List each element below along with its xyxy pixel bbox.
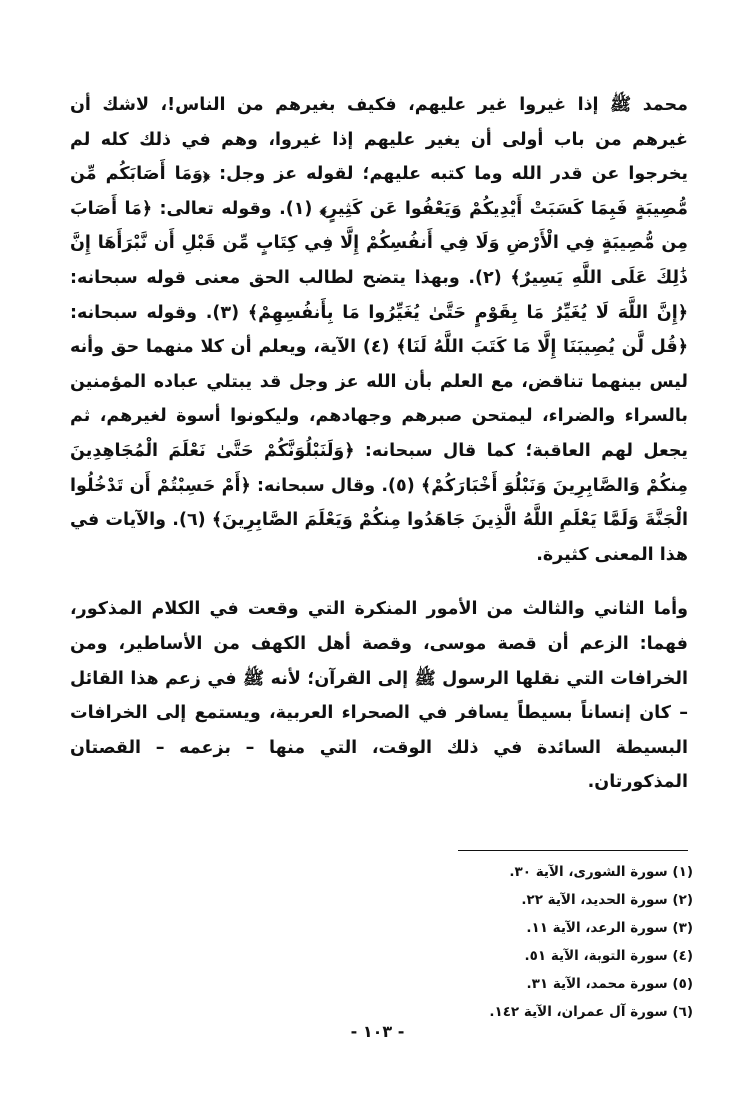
footnote-4: (٤) سورة التوبة، الآية ٥١.: [524, 948, 693, 964]
footnotes-list: [489, 858, 693, 1026]
footnote-separator: [458, 850, 688, 851]
footnote-5: (٥) سورة محمد، الآية ٣١.: [526, 976, 693, 992]
paragraph-2: وأما الثاني والثالث من الأمور المنكرة التي وقعت في الكلام المذكور، فهما: الزعم أن قصة موسى، وقصة أهل الكهف من الأساطير، ومن الخرافات التي نقلها الرسول ﷺ إلى القرآن؛ لأنه ﷺ في زعم هذا القائل – كان إنساناً بسيطاً يسافر في الصحراء العربية، ويستمع إلى الخرافات البسيطة السائدة في ذلك الوقت، التي منها – بزعمه – القصتان المذكورتان.: [70, 599, 688, 793]
footnote-3: (٣) سورة الرعد، الآية ١١.: [526, 920, 693, 936]
main-text-block: [70, 88, 688, 800]
paragraph-1: محمد ﷺ إذا غيروا غير عليهم، فكيف بغيرهم من الناس!، لاشك أن غيرهم من باب أولى أن يغير عليهم إذا غيروا، وهم في ذلك كله لم يخرجوا عن قدر الله وما كتبه عليهم؛ لقوله عز وجل: ﴿وَمَا أَصَابَكُم مِّن مُّصِيبَةٍ فَبِمَا كَسَبَتْ أَيْدِيكُمْ وَيَعْفُوا عَن كَثِيرٍ﴾ (١). وقوله تعالى: ﴿مَا أَصَابَ مِن مُّصِيبَةٍ فِي الْأَرْضِ وَلَا فِي أَنفُسِكُمْ إِلَّا فِي كِتَابٍ مِّن قَبْلِ أَن نَّبْرَأَهَا إِنَّ ذَٰلِكَ عَلَى اللَّهِ يَسِيرٌ﴾ (٢). وبهذا يتضح لطالب الحق معنى قوله سبحانه: ﴿إِنَّ اللَّهَ لَا يُغَيِّرُ مَا بِقَوْمٍ حَتَّىٰ يُغَيِّرُوا مَا بِأَنفُسِهِمْ﴾ (٣). وقوله سبحانه: ﴿قُل لَّن يُصِيبَنَا إِلَّا مَا كَتَبَ اللَّهُ لَنَا﴾ (٤) الآية، ويعلم أن كلا منهما حق وأنه ليس بينهما تناقض، مع العلم بأن الله عز وجل قد يبتلي عباده المؤمنين بالسراء والضراء، ليمتحن صبرهم وجهادهم، وليكونوا أسوة لغيرهم، ثم يجعل لهم العاقبة؛ كما قال سبحانه: ﴿وَلَنَبْلُوَنَّكُمْ حَتَّىٰ نَعْلَمَ الْمُجَاهِدِينَ مِنكُمْ وَالصَّابِرِينَ وَنَبْلُوَ أَخْبَارَكُمْ﴾ (٥). وقال سبحانه: ﴿أَمْ حَسِبْتُمْ أَن تَدْخُلُوا الْجَنَّةَ وَلَمَّا يَعْلَمِ اللَّهُ الَّذِينَ جَاهَدُوا مِنكُمْ وَيَعْلَمَ الصَّابِرِينَ﴾ (٦). والآيات في هذا المعنى كثيرة.: [70, 95, 688, 565]
page-number: - ١٠٣ -: [350, 1022, 405, 1041]
footnote-2: (٢) سورة الحديد، الآية ٢٢.: [521, 892, 693, 908]
footnote-6: (٦) سورة آل عمران، الآية ١٤٢.: [489, 1004, 693, 1020]
footnote-1: (١) سورة الشورى، الآية ٣٠.: [509, 864, 693, 880]
